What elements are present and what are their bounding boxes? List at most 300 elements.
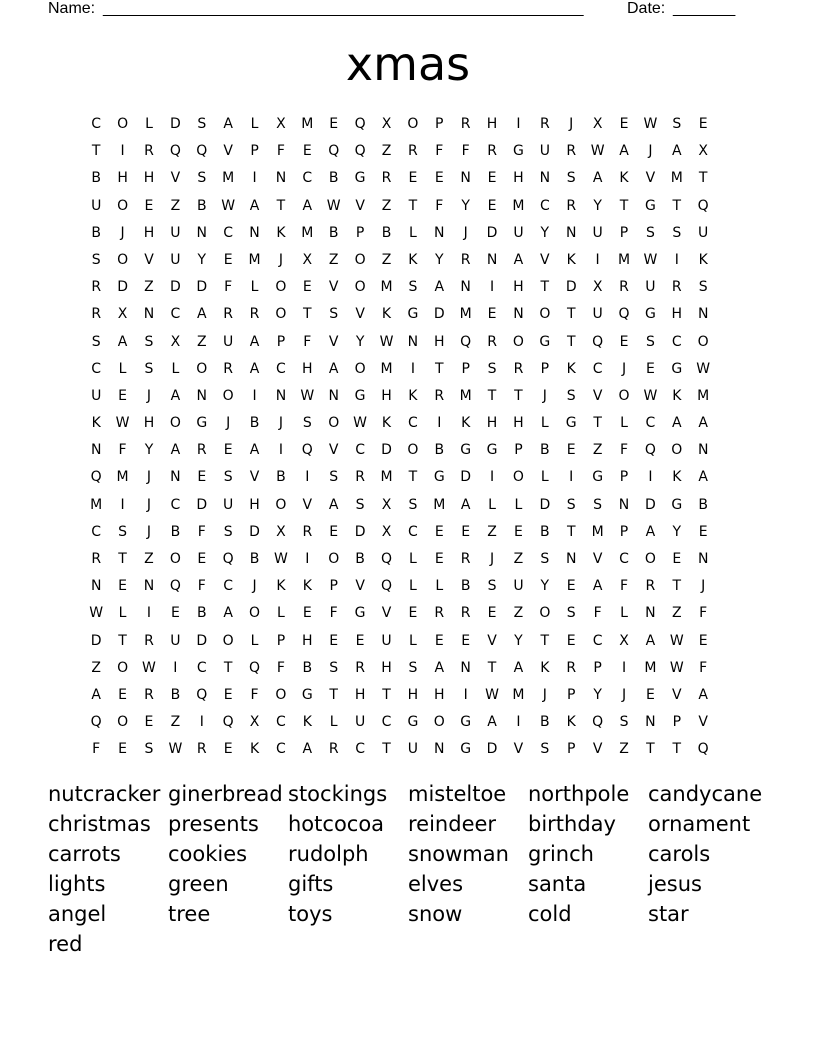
grid-letter: R <box>408 143 418 160</box>
grid-letter: A <box>672 415 682 432</box>
grid-letter: O <box>433 714 445 731</box>
grid-letter: Q <box>90 469 102 486</box>
grid-letter: A <box>698 469 708 486</box>
grid-letter: S <box>487 360 497 377</box>
grid-letter: Y <box>514 632 523 649</box>
grid-letter: Q <box>222 551 234 567</box>
grid-letter: L <box>118 360 127 377</box>
grid-letter: W <box>379 333 394 350</box>
grid-letter: B <box>328 224 339 241</box>
grid-letter: U <box>592 224 603 241</box>
grid-letter: P <box>329 578 338 595</box>
grid-letter: S <box>540 551 550 567</box>
grid-letter: N <box>275 387 287 404</box>
grid-letter: O <box>117 659 129 676</box>
grid-letter: J <box>252 578 257 595</box>
grid-letter: X <box>619 632 629 649</box>
grid-letter: T <box>566 333 576 350</box>
grid-letter: J <box>146 496 152 513</box>
grid-letter: O <box>196 360 208 377</box>
grid-letter: T <box>276 197 286 214</box>
grid-letter: G <box>671 360 683 377</box>
grid-letter: R <box>91 551 102 567</box>
grid-letter: X <box>381 523 392 540</box>
grid-letter: F <box>118 442 127 459</box>
grid-letter: I <box>516 116 521 132</box>
grid-letter: I <box>437 415 442 432</box>
grid-letter: Z <box>328 251 339 268</box>
grid-letter: T <box>118 632 127 649</box>
word-list-item: christmas <box>48 812 151 836</box>
grid-letter: R <box>460 251 471 268</box>
grid-letter: U <box>91 387 102 404</box>
grid-letter: L <box>408 224 417 241</box>
grid-letter: O <box>275 306 287 323</box>
grid-letter: I <box>278 442 283 459</box>
grid-letter: T <box>303 306 312 323</box>
grid-letter: R <box>91 306 102 323</box>
grid-letter: W <box>300 387 315 404</box>
grid-letter: S <box>329 469 339 486</box>
grid-letter: R <box>302 523 313 540</box>
grid-letter: G <box>592 469 604 486</box>
word-list-item: rudolph <box>288 842 369 866</box>
grid-letter: U <box>170 632 181 649</box>
grid-letter: S <box>144 741 154 758</box>
grid-letter: N <box>565 224 577 241</box>
grid-letter: Q <box>592 714 604 731</box>
grid-letter: R <box>487 333 497 350</box>
grid-letter: A <box>434 279 445 296</box>
grid-letter: P <box>593 659 602 676</box>
grid-letter: A <box>328 496 339 513</box>
grid-letter: G <box>460 714 472 731</box>
grid-letter: H <box>381 387 392 404</box>
grid-letter: I <box>252 170 257 187</box>
grid-letter: J <box>146 387 152 404</box>
grid-letter: A <box>249 333 260 350</box>
grid-letter: K <box>461 415 471 432</box>
grid-letter: N <box>460 170 471 187</box>
grid-letter: S <box>329 659 339 676</box>
grid-letter: F <box>197 578 206 595</box>
grid-letter: V <box>540 251 550 268</box>
grid-letter: I <box>120 143 125 160</box>
grid-letter: K <box>672 387 682 404</box>
grid-letter: S <box>408 659 418 676</box>
grid-letter: C <box>671 333 682 350</box>
word-list-item: ornament <box>648 812 751 836</box>
word-list-item: red <box>48 932 83 956</box>
word-list-item: tree <box>168 902 211 926</box>
grid-letter: Q <box>592 333 604 350</box>
word-list-item: snowman <box>408 842 509 866</box>
grid-letter: T <box>487 659 497 676</box>
grid-letter: U <box>513 578 524 595</box>
word-list-item: toys <box>288 902 333 926</box>
grid-letter: N <box>196 387 207 404</box>
grid-letter: M <box>459 306 472 323</box>
grid-letter: T <box>514 387 523 404</box>
grid-letter: C <box>91 360 102 377</box>
grid-letter: A <box>434 659 445 676</box>
grid-letter: J <box>146 469 152 486</box>
grid-letter: T <box>646 741 655 758</box>
grid-letter: Y <box>593 686 602 703</box>
word-list <box>48 779 788 959</box>
grid-letter: Q <box>618 306 630 323</box>
grid-letter: V <box>328 442 339 459</box>
grid-letter: T <box>91 143 101 160</box>
grid-letter: V <box>645 170 656 187</box>
grid-letter: B <box>196 605 207 622</box>
grid-letter: G <box>196 415 208 432</box>
grid-letter: F <box>619 442 629 459</box>
grid-letter: O <box>249 605 261 622</box>
grid-letter: L <box>329 714 338 731</box>
date-blank-line[interactable]: _______ <box>673 0 736 17</box>
grid-letter: M <box>512 197 525 214</box>
grid-letter: U <box>407 741 418 758</box>
grid-letter: E <box>698 523 708 540</box>
grid-letter: Q <box>697 741 709 758</box>
grid-letter: B <box>249 415 260 432</box>
grid-letter: R <box>196 741 207 758</box>
grid-letter: Q <box>380 578 392 595</box>
grid-letter: R <box>566 659 577 676</box>
grid-letter: O <box>644 551 656 567</box>
grid-letter: E <box>619 333 629 350</box>
word-list-item: angel <box>48 902 107 926</box>
grid-letter: Q <box>328 143 340 160</box>
grid-letter: N <box>486 251 498 268</box>
grid-letter: B <box>328 170 339 187</box>
grid-letter: T <box>672 197 682 214</box>
grid-letter: G <box>301 686 313 703</box>
grid-letter: E <box>329 523 339 540</box>
grid-letter: O <box>117 251 129 268</box>
grid-letter: W <box>669 659 684 676</box>
grid-letter: N <box>697 551 709 567</box>
grid-letter: X <box>276 523 286 540</box>
grid-letter: E <box>487 306 497 323</box>
word-list-item: santa <box>528 872 587 896</box>
grid-letter: B <box>540 714 550 731</box>
word-list-item: reindeer <box>408 812 497 836</box>
grid-letter: Z <box>91 659 101 676</box>
grid-letter: C <box>223 224 234 241</box>
grid-letter: R <box>196 442 207 459</box>
grid-letter: M <box>301 116 314 132</box>
grid-letter: O <box>407 442 419 459</box>
grid-letter: E <box>408 605 418 622</box>
grid-letter: R <box>328 741 339 758</box>
grid-letter: E <box>223 741 233 758</box>
grid-letter: E <box>514 523 523 540</box>
grid-letter: J <box>278 415 283 432</box>
grid-letter: I <box>252 387 257 404</box>
grid-letter: R <box>144 686 154 703</box>
grid-letter: F <box>303 333 312 350</box>
grid-letter: A <box>170 442 181 459</box>
grid-letter: E <box>197 469 207 486</box>
grid-letter: E <box>672 551 682 567</box>
grid-letter: L <box>540 415 549 432</box>
grid-letter: H <box>513 170 524 187</box>
grid-letter: A <box>302 741 313 758</box>
grid-letter: A <box>460 496 471 513</box>
grid-letter: R <box>645 578 656 595</box>
grid-letter: N <box>697 306 709 323</box>
grid-letter: M <box>380 279 393 296</box>
grid-letter: J <box>701 578 706 595</box>
grid-letter: Z <box>196 333 207 350</box>
grid-letter: K <box>408 387 418 404</box>
grid-letter: S <box>540 741 550 758</box>
grid-letter: E <box>566 578 576 595</box>
grid-letter: R <box>249 306 260 323</box>
grid-letter: V <box>592 551 603 567</box>
grid-letter: R <box>355 469 365 486</box>
grid-letter: Z <box>170 197 181 214</box>
grid-letter: W <box>115 415 130 432</box>
grid-letter: G <box>486 442 498 459</box>
grid-letter: L <box>435 578 444 595</box>
grid-letter: M <box>380 469 393 486</box>
grid-letter: S <box>408 279 418 296</box>
grid-letter: Y <box>461 197 470 214</box>
grid-letter: Q <box>460 333 472 350</box>
grid-letter: U <box>592 306 603 323</box>
grid-letter: R <box>460 116 471 132</box>
grid-letter: O <box>539 605 551 622</box>
grid-letter: G <box>354 170 366 187</box>
word-list-item: misteltoe <box>408 782 507 806</box>
grid-letter: J <box>621 686 627 703</box>
grid-letter: S <box>302 415 312 432</box>
grid-letter: U <box>91 197 102 214</box>
grid-letter: T <box>672 578 682 595</box>
grid-letter: H <box>354 686 366 703</box>
grid-letter: X <box>381 496 392 513</box>
grid-letter: S <box>197 170 207 187</box>
grid-letter: K <box>302 578 312 595</box>
grid-letter: M <box>670 170 683 187</box>
grid-letter: X <box>592 116 603 132</box>
grid-letter: X <box>170 333 181 350</box>
grid-letter: H <box>434 333 445 350</box>
grid-letter: R <box>434 387 445 404</box>
grid-letter: U <box>539 143 550 160</box>
grid-letter: N <box>697 442 709 459</box>
grid-letter: E <box>461 632 471 649</box>
grid-letter: S <box>566 387 576 404</box>
grid-letter: O <box>169 551 181 567</box>
grid-letter: S <box>118 523 128 540</box>
grid-letter: G <box>539 333 551 350</box>
grid-letter: K <box>408 251 418 268</box>
grid-letter: O <box>354 251 366 268</box>
grid-letter: S <box>645 333 655 350</box>
grid-letter: M <box>459 387 472 404</box>
grid-letter: T <box>566 523 576 540</box>
header <box>0 0 816 21</box>
grid-letter: F <box>92 741 101 758</box>
grid-letter: M <box>222 170 235 187</box>
grid-letter: P <box>672 714 682 731</box>
grid-letter: A <box>302 197 313 214</box>
grid-letter: O <box>407 116 419 132</box>
grid-letter: K <box>381 306 392 323</box>
grid-letter: S <box>144 333 154 350</box>
grid-letter: D <box>196 632 208 649</box>
grid-letter: D <box>196 496 208 513</box>
grid-letter: D <box>249 523 260 540</box>
grid-letter: Q <box>222 714 234 731</box>
word-list-item: carols <box>648 842 711 866</box>
grid-letter: D <box>486 224 498 241</box>
date-label: Date: <box>627 0 666 17</box>
grid-letter: C <box>592 632 603 649</box>
grid-letter: Z <box>381 143 392 160</box>
grid-letter: O <box>275 279 287 296</box>
grid-letter: R <box>566 143 577 160</box>
grid-letter: P <box>514 442 523 459</box>
grid-letter: I <box>595 251 600 268</box>
grid-letter: A <box>487 714 497 731</box>
grid-letter: D <box>381 442 392 459</box>
grid-letter: L <box>277 605 285 622</box>
grid-letter: F <box>276 659 285 676</box>
grid-letter: G <box>407 306 419 323</box>
grid-letter: O <box>275 686 287 703</box>
grid-letter: G <box>644 197 656 214</box>
grid-letter: C <box>223 578 234 595</box>
grid-letter: O <box>169 415 181 432</box>
grid-letter: W <box>142 659 156 676</box>
word-list-item: lights <box>48 872 106 896</box>
grid-letter: N <box>249 224 260 241</box>
grid-letter: C <box>302 170 313 187</box>
grid-letter: W <box>353 415 368 432</box>
grid-letter: P <box>250 143 259 160</box>
grid-letter: R <box>355 659 365 676</box>
grid-letter: G <box>671 496 683 513</box>
grid-letter: Z <box>381 197 392 214</box>
grid-letter: W <box>669 632 684 649</box>
grid-letter: G <box>433 469 445 486</box>
grid-letter: U <box>513 224 524 241</box>
grid-letter: G <box>565 415 577 432</box>
grid-letter: U <box>698 224 709 241</box>
grid-letter: W <box>221 197 236 214</box>
grid-letter: D <box>433 306 445 323</box>
grid-letter: U <box>381 632 392 649</box>
grid-letter: L <box>145 116 153 132</box>
grid-letter: O <box>697 333 709 350</box>
grid-letter: V <box>698 714 708 731</box>
grid-letter: D <box>196 279 208 296</box>
grid-letter: J <box>542 686 547 703</box>
grid-letter: B <box>249 551 260 567</box>
grid-letter: N <box>143 306 155 323</box>
grid-letter: G <box>354 605 366 622</box>
grid-letter: J <box>226 415 231 432</box>
grid-letter: U <box>354 714 366 731</box>
grid-letter: I <box>305 551 310 567</box>
name-blank-line[interactable]: ______________________________________________________ <box>103 0 584 17</box>
grid-letter: H <box>143 224 155 241</box>
word-list-item: northpole <box>528 782 630 806</box>
grid-letter: W <box>89 605 104 622</box>
grid-letter: E <box>408 170 418 187</box>
grid-letter: Z <box>487 523 497 540</box>
grid-letter: K <box>302 714 312 731</box>
grid-letter: Q <box>380 551 392 567</box>
grid-letter: L <box>250 279 259 296</box>
grid-letter: T <box>619 197 629 214</box>
grid-letter: A <box>672 143 682 160</box>
grid-letter: Q <box>354 116 366 132</box>
letter-grid <box>83 111 733 764</box>
grid-letter: S <box>672 224 682 241</box>
grid-letter: M <box>116 469 129 486</box>
word-list-item: hotcocoa <box>288 812 385 836</box>
grid-letter: I <box>489 279 495 296</box>
grid-letter: Y <box>197 251 207 268</box>
grid-letter: E <box>329 632 339 649</box>
grid-letter: D <box>117 279 128 296</box>
grid-letter: K <box>566 251 576 268</box>
grid-letter: B <box>276 469 286 486</box>
grid-letter: F <box>224 279 233 296</box>
grid-letter: N <box>434 224 445 241</box>
grid-letter: D <box>169 116 181 132</box>
grid-letter: E <box>144 197 154 214</box>
grid-letter: N <box>170 469 181 486</box>
grid-letter: U <box>645 279 656 296</box>
grid-letter: F <box>329 605 338 622</box>
grid-letter: O <box>512 333 524 350</box>
grid-letter: Q <box>169 578 181 595</box>
grid-letter: I <box>489 469 495 486</box>
grid-letter: X <box>276 116 286 132</box>
grid-letter: C <box>539 197 550 214</box>
grid-letter: V <box>249 469 260 486</box>
grid-letter: O <box>328 415 340 432</box>
grid-letter: R <box>223 306 234 323</box>
grid-letter: S <box>91 333 101 350</box>
grid-letter: J <box>542 387 547 404</box>
grid-letter: H <box>302 632 313 649</box>
grid-letter: S <box>566 170 576 187</box>
word-list-item: birthday <box>528 812 616 836</box>
grid-letter: K <box>249 741 260 758</box>
word-list-item: elves <box>408 872 464 896</box>
word-list-item: stockings <box>288 782 388 806</box>
grid-letter: Q <box>169 143 181 160</box>
grid-letter: O <box>512 469 524 486</box>
grid-letter: G <box>460 741 472 758</box>
grid-letter: H <box>434 686 445 703</box>
grid-letter: A <box>249 197 260 214</box>
grid-letter: B <box>170 686 181 703</box>
grid-letter: X <box>381 116 392 132</box>
grid-letter: M <box>697 387 710 404</box>
grid-letter: Q <box>697 197 709 214</box>
word-list-item: gifts <box>288 872 334 896</box>
grid-letter: E <box>302 605 312 622</box>
